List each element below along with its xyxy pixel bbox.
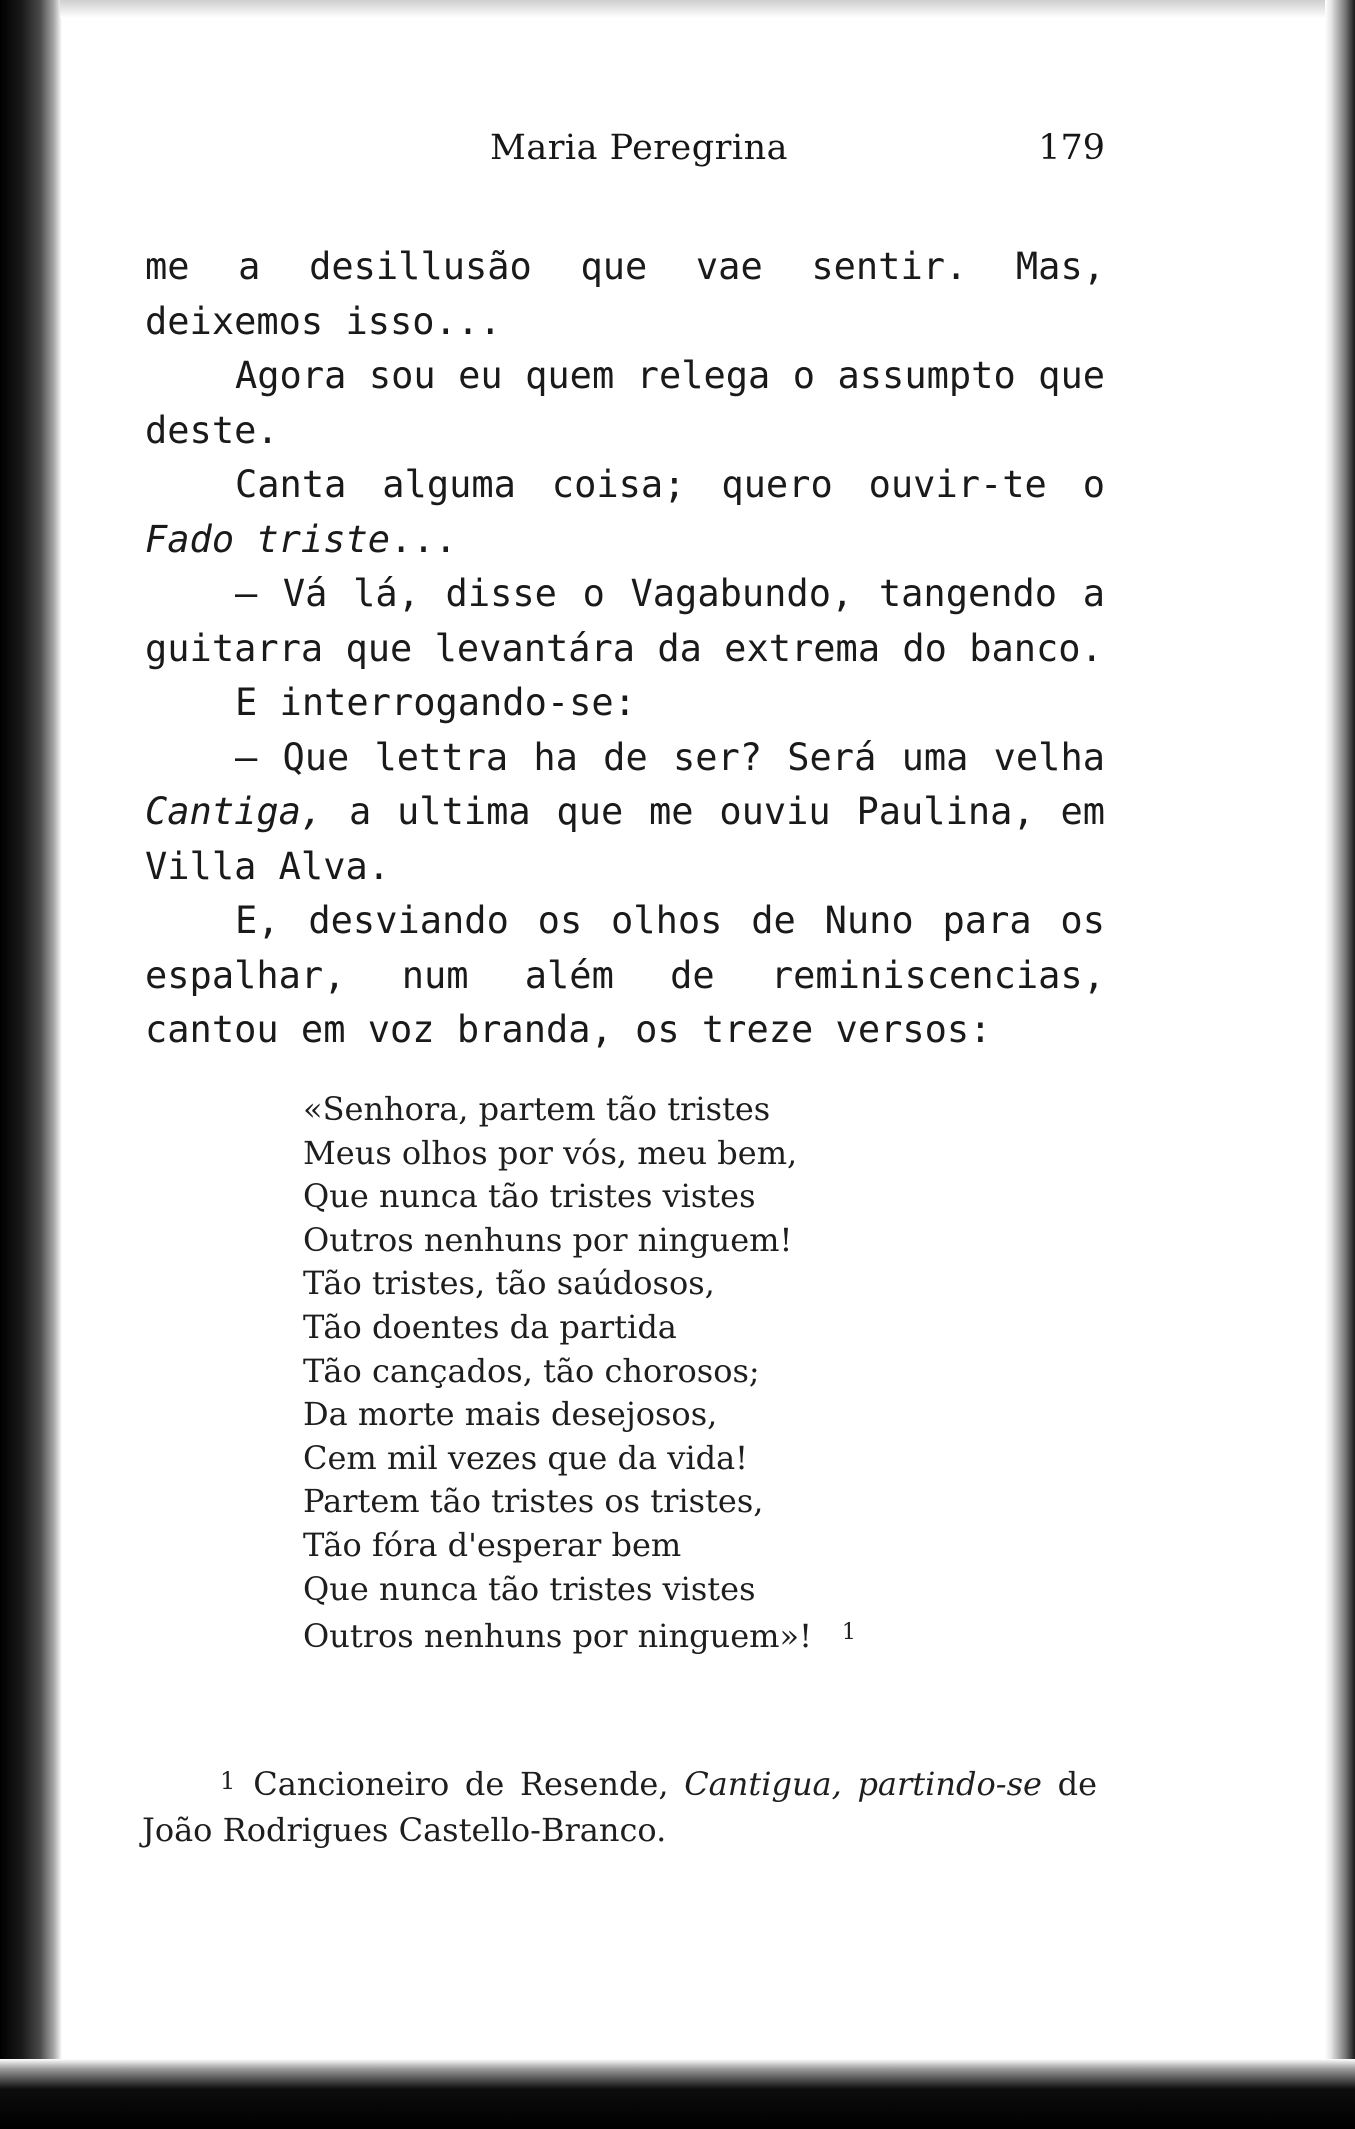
body-text — [145, 240, 1105, 1058]
footnote-reference[interactable]: 1 — [841, 1620, 856, 1646]
paragraph — [145, 894, 1105, 1058]
poem-line: Meus olhos por vós, meu bem, — [303, 1133, 798, 1172]
scan-edge-left — [0, 0, 62, 2129]
footnote — [142, 1758, 1097, 1853]
italic-title: Fado triste — [145, 517, 391, 561]
running-title: Maria Peregrina — [490, 128, 788, 168]
footnote-text: Cancioneiro de Resende, — [253, 1765, 685, 1803]
paragraph-text: Canta alguma coisa; quero ouvir-te o — [235, 463, 1105, 506]
paragraph-text: ... — [390, 517, 457, 561]
poem-last-line — [303, 1611, 1023, 1659]
running-head — [145, 128, 1105, 178]
poem-line: Que nunca tão tristes vistes — [303, 1177, 756, 1216]
paragraph-text: Agora sou eu quem relega o assumpto que deste. — [145, 354, 1105, 452]
footnote-italic-title: Cantigua, partindo-se — [684, 1765, 1042, 1803]
paragraph — [145, 458, 1105, 567]
paragraph-text: E, desviando os olhos de Nuno para os espalhar, num além de reminiscencias, cantou em voz branda, os treze versos: — [145, 899, 1105, 1051]
paragraph-text: me a desillusão que vae sentir. Mas, deixemos isso... — [145, 245, 1105, 343]
paragraph — [145, 676, 1105, 731]
scan-edge-top — [60, 0, 1325, 18]
italic-title: Cantiga, — [145, 790, 324, 833]
poem-line: Que nunca tão tristes vistes — [303, 1569, 756, 1608]
paragraph — [145, 731, 1105, 895]
poem — [303, 1088, 1023, 1659]
paragraph — [145, 567, 1105, 676]
footnote-mark: 1 — [220, 1767, 236, 1795]
poem-line: «Senhora, partem tão tristes — [303, 1090, 771, 1128]
poem-line: Tão tristes, tão saúdosos, — [303, 1264, 715, 1303]
paragraph — [145, 349, 1105, 458]
paragraph — [145, 240, 1105, 349]
poem-line: Tão doentes da partida — [303, 1307, 677, 1346]
poem-line: Tão cançados, tão chorosos; — [303, 1351, 760, 1390]
poem-line: Outros nenhuns por ninguem! — [303, 1220, 793, 1259]
paragraph-text: E interrogando-se: — [235, 681, 636, 724]
paragraph-text: — Vá lá, disse o Vagabundo, tangendo a guitarra que levantára da extrema do banco. — [145, 572, 1105, 670]
poem-line: Da morte mais desejosos, — [303, 1395, 718, 1434]
paragraph-text: a ultima que me ouviu Paulina, em Villa Alva. — [145, 790, 1105, 888]
scan-edge-bottom — [0, 2059, 1355, 2129]
paragraph-text: — Que lettra ha de ser? Será uma velha — [235, 735, 1105, 779]
poem-line: Partem tão tristes os tristes, — [303, 1482, 764, 1521]
scan-edge-right — [1325, 0, 1355, 2129]
poem-line: Tão fóra d'esperar bem — [303, 1525, 682, 1564]
page-number: 179 — [1038, 128, 1105, 168]
footnote-text: de João Rodrigues Castello-Branco. — [142, 1765, 1098, 1849]
poem-line-text: Outros nenhuns por ninguem»! — [303, 1617, 812, 1656]
poem-line: Cem mil vezes que da vida! — [303, 1438, 748, 1477]
